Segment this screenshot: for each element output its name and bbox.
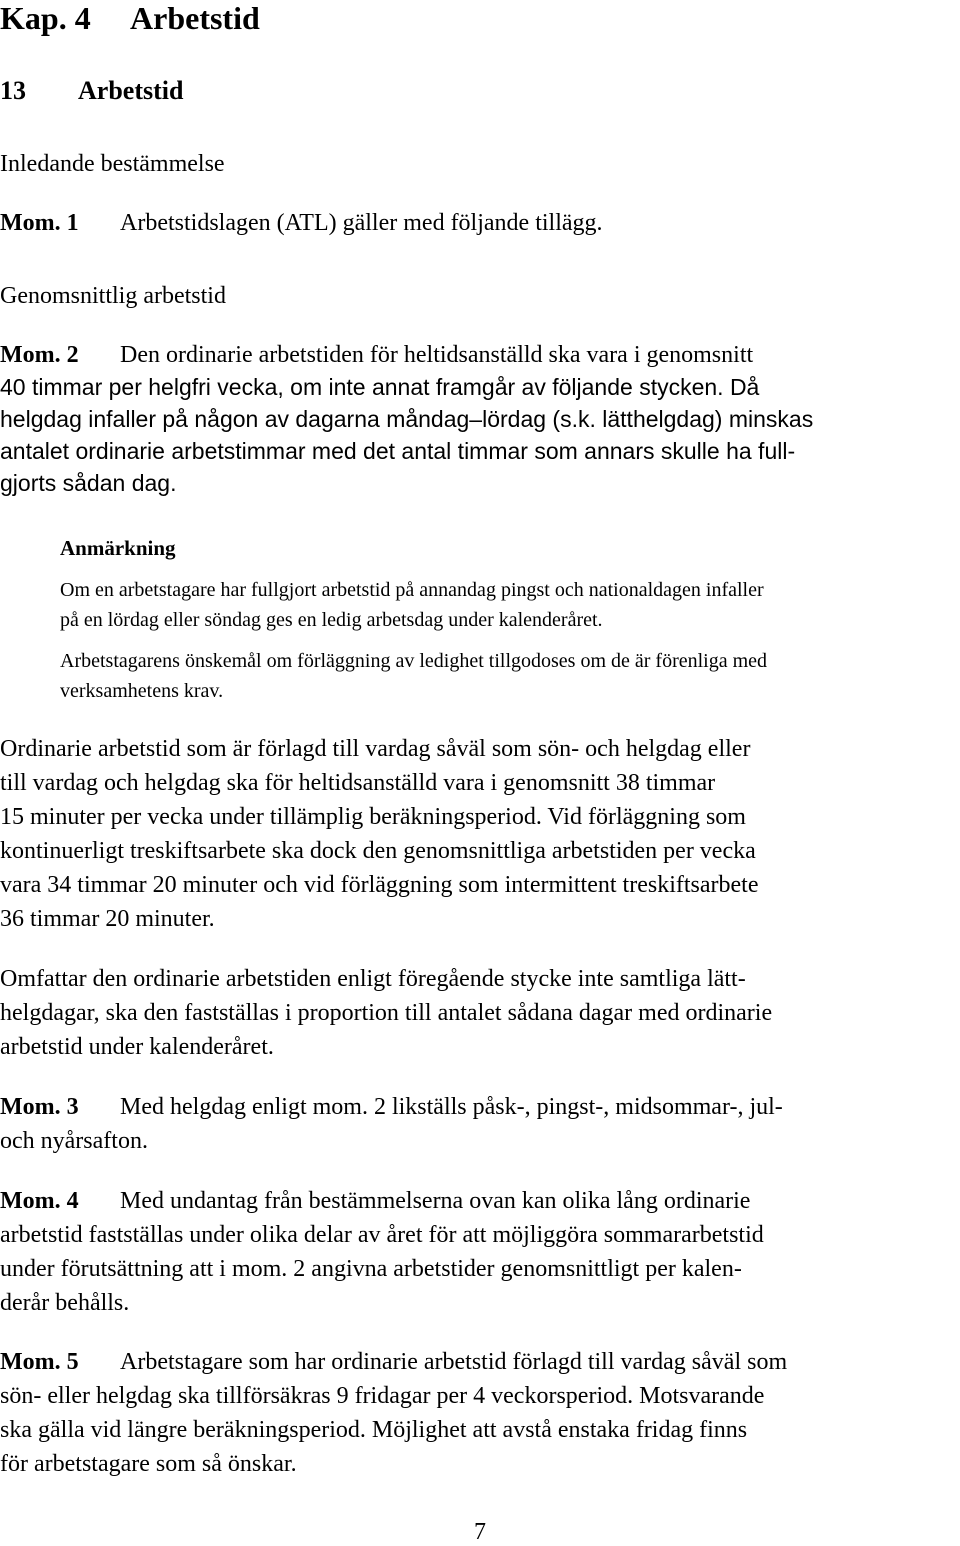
mom3-label: Mom. 3 bbox=[0, 1094, 79, 1120]
mom2-line: helgdag infaller på någon av dagarna måndag–lördag (s.k. lätthelgdag) minskas bbox=[0, 406, 814, 432]
note-line: Om en arbetstagare har fullgjort arbetstid på annandag pingst och nationaldagen infaller bbox=[60, 579, 764, 601]
mom2-line: 40 timmar per helgfri vecka, om inte annat framgår av följande stycken. Då bbox=[0, 374, 760, 400]
mom5-line: ska gälla vid längre beräkningsperiod. Möjlighet att avstå enstaka fridag finns bbox=[0, 1417, 748, 1443]
chapter-title bbox=[0, 2, 260, 34]
mom4-line: Mom. 4 Med undantag från bestämmelserna ovan kan olika lång ordinarie bbox=[0, 1188, 751, 1214]
mom5-line: sön- eller helgdag ska tillförsäkras 9 fridagar per 4 veckorsperiod. Motsvarande bbox=[0, 1383, 765, 1409]
section-title bbox=[0, 78, 183, 104]
mom3-line: Mom. 3 Med helgdag enligt mom. 2 likställs påsk-, pingst-, midsommar-, jul- bbox=[0, 1094, 783, 1120]
note-line: verksamhetens krav. bbox=[60, 680, 224, 702]
mom2-p3-line: helgdagar, ska den fastställas i proportion till antalet sådana dagar med ordinarie bbox=[0, 1000, 773, 1026]
mom5-line: för arbetstagare som så önskar. bbox=[0, 1451, 297, 1477]
mom4-line: arbetstid fastställas under olika delar av året för att möjliggöra sommararbetstid bbox=[0, 1222, 764, 1248]
mom5-line: Mom. 5 Arbetstagare som har ordinarie arbetstid förlagd till vardag såväl som bbox=[0, 1349, 788, 1375]
mom2-heading: Genomsnittlig arbetstid bbox=[0, 283, 226, 309]
mom2-p2-line: 15 minuter per vecka under tillämplig beräkningsperiod. Vid förläggning som bbox=[0, 804, 746, 830]
mom4-line: under förutsättning att i mom. 2 angivna arbetstider genomsnittligt per kalen- bbox=[0, 1256, 742, 1282]
mom2-p2-line: vara 34 timmar 20 minuter och vid förläggning som intermittent treskiftsarbete bbox=[0, 872, 759, 898]
mom2-p2-line: till vardag och helgdag ska för heltidsanställd vara i genomsnitt 38 timmar bbox=[0, 770, 716, 796]
mom2-line: antalet ordinarie arbetstimmar med det antal timmar som annars skulle ha full- bbox=[0, 438, 796, 464]
mom2-line: gjorts sådan dag. bbox=[0, 470, 177, 496]
mom3-line: och nyårsafton. bbox=[0, 1128, 148, 1154]
mom2-p2-line: Ordinarie arbetstid som är förlagd till vardag såväl som sön- och helgdag eller bbox=[0, 736, 751, 762]
mom5-label: Mom. 5 bbox=[0, 1349, 79, 1375]
mom4-line: derår behålls. bbox=[0, 1290, 130, 1316]
mom1-heading: Inledande bestämmelse bbox=[0, 151, 225, 177]
chapter-name: Arbetstid bbox=[130, 0, 260, 36]
chapter-number: Kap. 4 bbox=[0, 0, 91, 36]
section-number: 13 bbox=[0, 76, 26, 105]
mom2-p3-line: arbetstid under kalenderåret. bbox=[0, 1034, 274, 1060]
note-line: Arbetstagarens önskemål om förläggning av ledighet tillgodoses om de är förenliga med bbox=[60, 650, 768, 672]
mom2-p3-line: Omfattar den ordinarie arbetstiden enligt föregående stycke inte samtliga lätt- bbox=[0, 966, 746, 992]
section-name: Arbetstid bbox=[78, 76, 184, 105]
mom2-p2-line: 36 timmar 20 minuter. bbox=[0, 906, 215, 932]
note-heading: Anmärkning bbox=[60, 536, 176, 560]
mom1-paragraph: Mom. 1 Arbetstidslagen (ATL) gäller med följande tillägg. bbox=[0, 210, 603, 236]
mom1-label: Mom. 1 bbox=[0, 210, 79, 236]
note-line: på en lördag eller söndag ges en ledig arbetsdag under kalenderåret. bbox=[60, 609, 603, 631]
mom2-p2-line: kontinuerligt treskiftsarbete ska dock den genomsnittliga arbetstiden per vecka bbox=[0, 838, 756, 864]
mom2-label: Mom. 2 bbox=[0, 342, 79, 368]
mom4-label: Mom. 4 bbox=[0, 1188, 79, 1214]
mom2-line: Mom. 2 Den ordinarie arbetstiden för heltidsanställd ska vara i genomsnitt bbox=[0, 342, 754, 368]
page-number: 7 bbox=[474, 1519, 486, 1545]
